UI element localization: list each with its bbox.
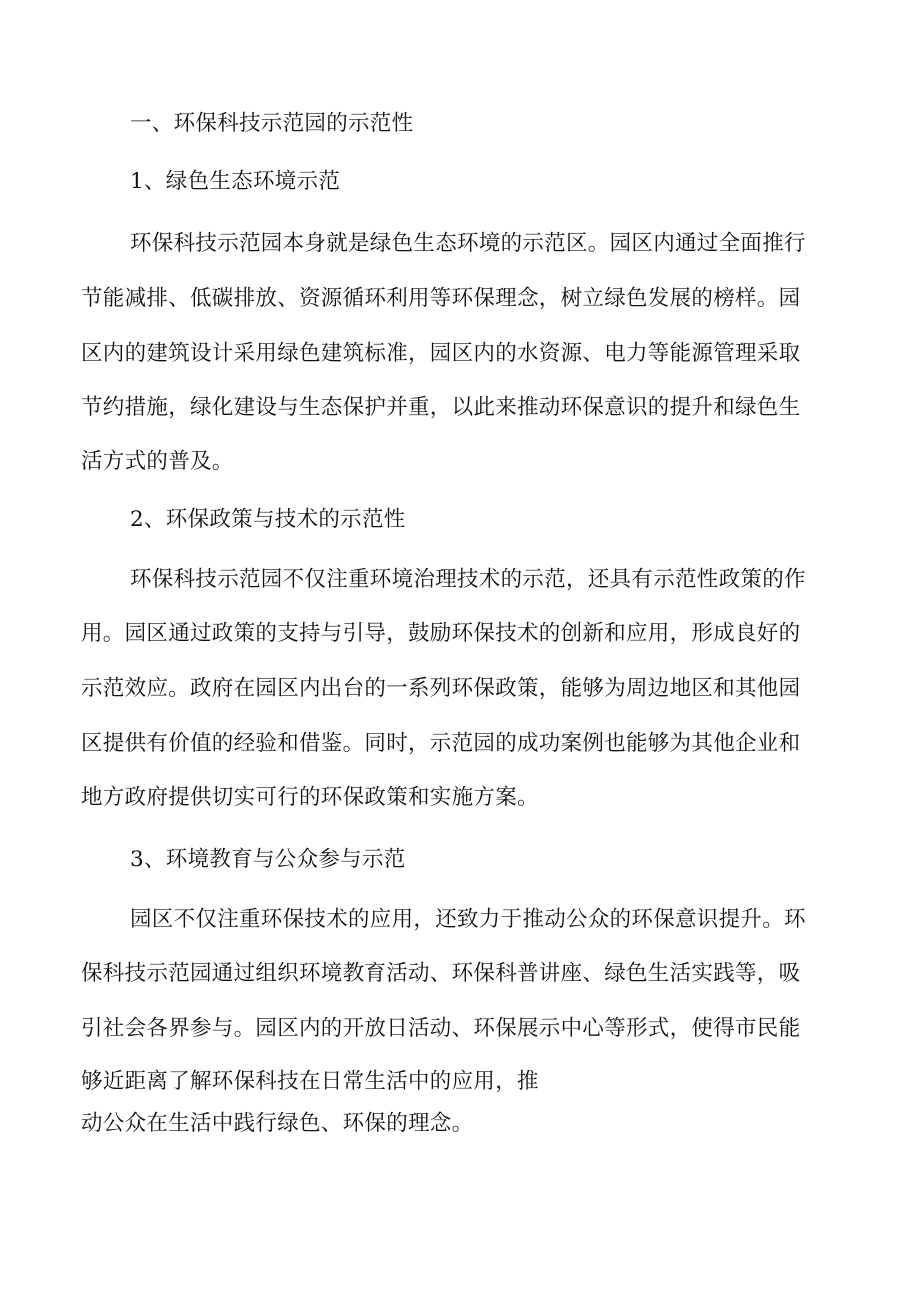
paragraph-1-line-3: 区内的建筑设计采用绿色建筑标准，园区内的水资源、电力等能源管理采取 — [81, 341, 801, 366]
section-title: 一、环保科技示范园的示范性 — [130, 111, 414, 136]
subsection-heading-3: 3、环境教育与公众参与示范 — [130, 847, 406, 872]
paragraph-3-line-2: 保科技示范园通过组织环境教育活动、环保科普讲座、绿色生活实践等，吸 — [81, 961, 801, 986]
paragraph-1-line-1: 环保科技示范园本身就是绿色生态环境的示范区。园区内通过全面推行 — [130, 231, 806, 256]
subsection-heading-2: 2、环保政策与技术的示范性 — [130, 507, 406, 532]
paragraph-1-line-2: 节能减排、低碳排放、资源循环利用等环保理念，树立绿色发展的榜样。园 — [81, 286, 801, 311]
paragraph-1-line-5: 活方式的普及。 — [81, 449, 234, 474]
paragraph-2-line-3: 示范效应。政府在园区内出台的一系列环保政策，能够为周边地区和其他园 — [81, 676, 801, 701]
paragraph-2-line-4: 区提供有价值的经验和借鉴。同时，示范园的成功案例也能够为其他企业和 — [81, 731, 801, 756]
paragraph-3-line-5: 动公众在生活中践行绿色、环保的理念。 — [81, 1111, 474, 1136]
paragraph-2-line-5: 地方政府提供切实可行的环保政策和实施方案。 — [81, 785, 539, 810]
paragraph-3-line-1: 园区不仅注重环保技术的应用，还致力于推动公众的环保意识提升。环 — [130, 907, 806, 932]
paragraph-1-line-4: 节约措施，绿化建设与生态保护并重，以此来推动环保意识的提升和绿色生 — [81, 395, 801, 420]
paragraph-2-line-2: 用。园区通过政策的支持与引导，鼓励环保技术的创新和应用，形成良好的 — [81, 621, 801, 646]
subsection-heading-1: 1、绿色生态环境示范 — [130, 169, 341, 194]
paragraph-3-line-4: 够近距离了解环保科技在日常生活中的应用，推 — [81, 1069, 539, 1094]
paragraph-3-line-3: 引社会各界参与。园区内的开放日活动、环保展示中心等形式，使得市民能 — [81, 1016, 801, 1041]
paragraph-2-line-1: 环保科技示范园不仅注重环境治理技术的示范，还具有示范性政策的作 — [130, 567, 806, 592]
